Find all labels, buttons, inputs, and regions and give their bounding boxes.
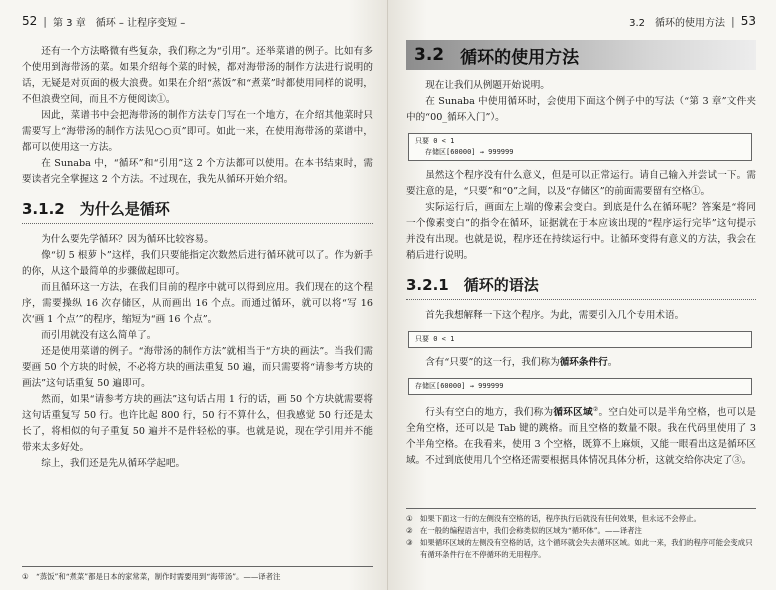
right-running-header xyxy=(406,12,756,30)
paragraph: 首先我想解释一下这个程序。为此，需要引入几个专用术语。 xyxy=(425,310,685,321)
footnote-mark: ③ xyxy=(406,538,413,547)
text-run: 。空白处可以是半角空格，也可以是全角空格，还可以是 Tab 键的跳格。而且空格的数量不限。我在代码里使用了 3 个半角空格。在我看来，使用 3 个空格，既算不上麻烦，又能一眼看出这是循环区域。不过到底使用几个空格还需要根据具体情况具体分析，这就交给你决定了③。 xyxy=(406,407,757,467)
right-page xyxy=(388,0,776,590)
code-listing xyxy=(408,378,752,395)
section-banner-3-2 xyxy=(406,40,756,70)
footnote-mark: ① xyxy=(22,572,29,581)
left-running-header xyxy=(22,12,373,30)
paragraph: 虽然这个程序没有什么意义，但是可以正常运行。请自己输入并尝试一下。需要注意的是，“只要”和“0”之间，以及“存储区”的前面需要留有空格①。 xyxy=(406,170,756,197)
text-run: 。 xyxy=(607,357,618,368)
code-line: 存储区[60000] → 999999 xyxy=(425,148,514,156)
paragraph: 而且循环这一方法，在我们目前的程序中就可以得到应用。我们现在的这个程序，需要操纵 16 次存储区，从而画出 16 个点。而通过循环，就可以将“写 16 次‘画 1 个点’”的程序，缩短为“画 16 个点”。 xyxy=(22,282,373,325)
paragraph xyxy=(406,355,756,371)
footnote xyxy=(406,525,756,537)
paragraph: 现在让我们从例题开始说明。 xyxy=(425,80,550,91)
paragraph: 综上，我们还是先从循环学起吧。 xyxy=(41,458,186,469)
text-run: 行头有空白的地方，我们称为 xyxy=(425,407,554,419)
right-page-number: 53 xyxy=(740,14,756,28)
paragraph: 为什么要先学循环？因为循环比较容易。 xyxy=(41,234,214,245)
footnote-mark: ① xyxy=(406,514,413,523)
footnote xyxy=(406,513,756,525)
term-loop-area: 循环区域 xyxy=(553,407,593,419)
footnote-text: 如果循环区域的左侧没有空格的话，这个循环就会失去循环区域。如此一来，我们的程序可能会变成只有循环条件行在不停循环的无用程序。 xyxy=(420,538,753,559)
paragraph: 还有一个方法略微有些复杂，我们称之为“引用”。还举菜谱的例子。比如有多个使用到海带汤的菜。如果介绍每个菜的时候，都对海带汤的制作方法进行说明的话，无疑是对页面的极大浪费。如果在介绍“蒸饭”和“煮菜”时都使用同样的说明，不但浪费空间，而且不方便阅读①。 xyxy=(22,46,373,105)
code-line: 只要 0 < 1 xyxy=(415,335,455,343)
section-number: 3.2 xyxy=(414,45,445,65)
left-page-number: 52 xyxy=(22,14,38,28)
right-chapter-title: 3.2 循环的使用方法 xyxy=(629,17,725,29)
right-footnotes xyxy=(406,508,756,561)
footnote xyxy=(406,537,756,561)
footnote-text: 在一般的编程语言中，我们会称类似的区域为“循环体”。——译者注 xyxy=(420,526,642,535)
left-footnotes xyxy=(22,566,373,583)
term-loop-condition-line: 循环条件行 xyxy=(559,357,608,368)
paragraph xyxy=(406,402,756,469)
header-divider: | xyxy=(43,14,47,28)
code-line: 只要 0 < 1 xyxy=(415,137,455,145)
paragraph: 在 Sunaba 中，“循环”和“引用”这 2 个方法都可以使用。在本书结束时，需要读者完全掌握这 2 个方法。不过现在，我先从循环开始介绍。 xyxy=(22,158,373,185)
section-heading-3-1-2: 3.1.2 为什么是循环 xyxy=(22,198,373,224)
paragraph: 像“切 5 根萝卜”这样，我们只要能指定次数然后进行循环就可以了。作为新手的你，从这个最简单的步骤做起即可。 xyxy=(22,250,373,277)
code-listing xyxy=(408,331,752,348)
paragraph: 实际运行后，画面左上端的像素会变白。到底是什么在循环呢？答案是“将同一个像素变白”的指令在循环，证据就在于本应该出现的“程序运行完毕”这句提示并没有出现。也就是说，程序还在持续运行中。让循环变得有意义的方法，我会在稍后进行说明。 xyxy=(406,202,756,261)
paragraph: 然而，如果“请参考方块的画法”这句话占用 1 行的话，画 50 个方块就需要将这句话重复写 50 行。也许比起 800 行，50 行不算什么，但我感觉 50 行还是太长了，将相似的句子重复 50 遍并不是件轻松的事。也就是说，现在学引用并不能带来太多好处。 xyxy=(22,394,373,453)
header-divider: | xyxy=(731,14,735,28)
paragraph: 而引用就没有这么简单了。 xyxy=(41,330,157,341)
section-heading-3-2-1: 3.2.1 循环的语法 xyxy=(406,274,756,300)
section-title: 循环的使用方法 xyxy=(460,47,580,68)
footnote xyxy=(22,571,373,583)
left-chapter-title: 第 3 章 循环 – 让程序变短 – xyxy=(53,17,186,29)
paragraph: 在 Sunaba 中使用循环时，会使用下面这个例子中的写法（“第 3 章”文件夹中的“00_循环入门”）。 xyxy=(406,96,756,123)
code-listing xyxy=(408,133,752,161)
code-line: 存储区[60000] → 999999 xyxy=(415,382,504,390)
footnote-text: “蒸饭”和“煮菜”都是日本的家常菜，制作时需要用到“海带汤”。——译者注 xyxy=(36,572,281,581)
paragraph: 还是使用菜谱的例子。“海带汤的制作方法”就相当于“方块的画法”。当我们需要画 50 个方块的时候，不必将方块的画法重复 50 遍，而只需要将“请参考方块的画法”这句话重复 50 遍即可。 xyxy=(22,346,373,389)
text-run: 含有“只要”的这一行，我们称为 xyxy=(425,357,560,368)
paragraph: 因此，菜谱书中会把海带汤的制作方法专门写在一个地方，在介绍其他菜时只需要写上“海带汤的制作方法见○○页”即可。如此一来，在使用海带汤的菜谱中，都可以使用这一方法。 xyxy=(22,110,373,153)
footnote-ref: ② xyxy=(592,406,599,413)
footnote-text: 如果下面这一行的左侧没有空格的话，程序执行后就没有任何效果，但永远不会停止。 xyxy=(420,514,701,523)
footnote-mark: ② xyxy=(406,526,413,535)
